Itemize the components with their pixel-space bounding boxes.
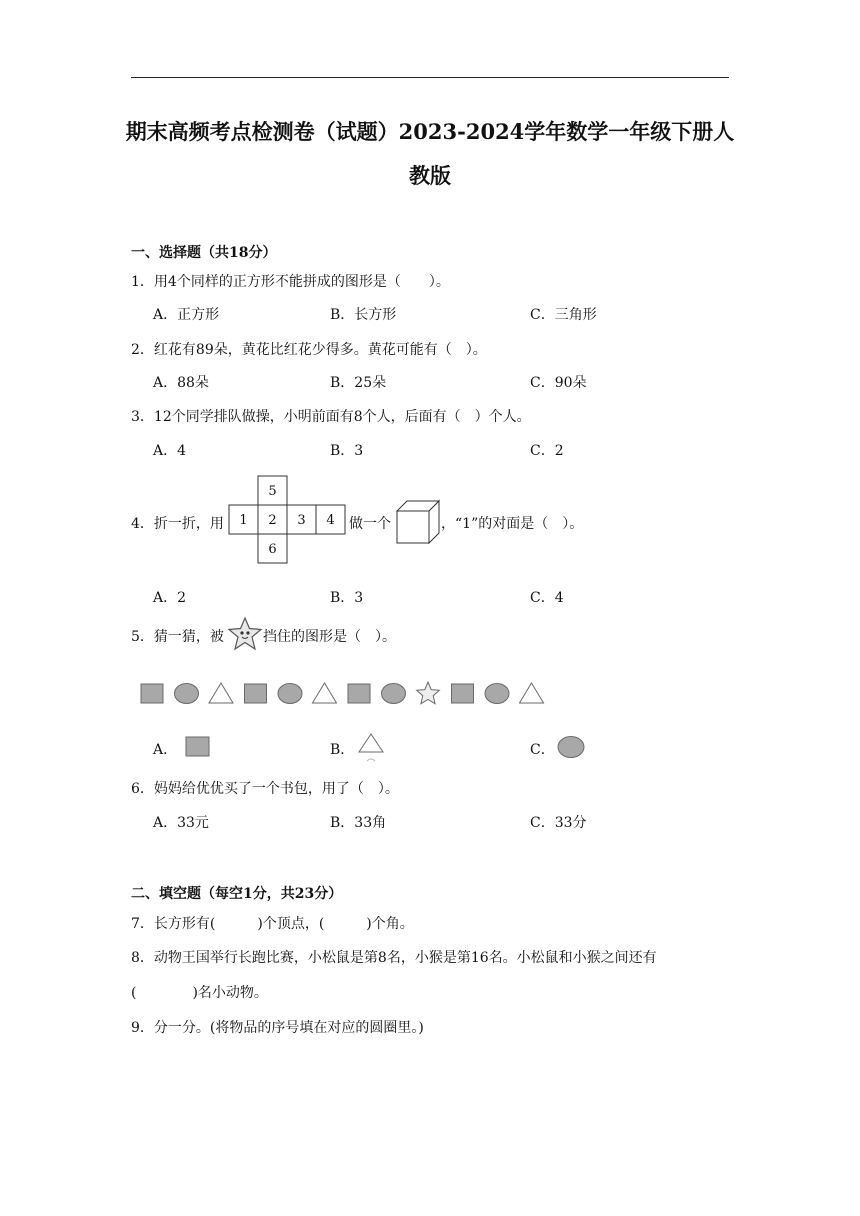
q5-option-a-square-icon <box>185 736 211 758</box>
q3-option-c: C．2 <box>530 443 564 459</box>
q1-option-c: C．三角形 <box>530 307 597 323</box>
sequence-triangle <box>313 683 337 703</box>
sequence-triangle <box>520 683 544 703</box>
q5-option-b-triangle-icon <box>358 733 386 763</box>
q3-option-a: A．4 <box>153 443 187 459</box>
sequence-circle <box>382 684 406 704</box>
q2-option-c: C．90朵 <box>530 375 587 391</box>
question-1: 1．用4个同样的正方形不能拼成的图形是（ ）。 <box>131 274 450 290</box>
sequence-circle <box>278 684 302 704</box>
q1-option-a: A．正方形 <box>153 307 220 323</box>
q6-option-a: A．33元 <box>153 815 209 831</box>
question-4-mid: 做一个 <box>349 516 391 532</box>
sequence-square <box>348 684 370 703</box>
q2-option-b: B．25朵 <box>330 375 387 391</box>
net-label-3: 3 <box>297 513 306 528</box>
sequence-square <box>452 684 474 703</box>
question-8-line2: ( )名小动物。 <box>131 985 268 1001</box>
section-choice-heading: 一、选择题（共18分） <box>131 245 277 261</box>
q5-option-b: B． <box>330 742 355 758</box>
shape-sequence <box>138 680 550 708</box>
q5-option-c-circle-icon <box>556 735 586 759</box>
question-3: 3．12个同学排队做操，小明前面有8个人，后面有（ ）个人。 <box>131 409 531 425</box>
q6-option-b: B．33角 <box>330 815 387 831</box>
star-icon <box>228 617 262 651</box>
sequence-square <box>245 684 267 703</box>
net-label-2: 2 <box>268 513 277 528</box>
q5-option-a: A． <box>153 742 178 758</box>
question-6: 6．妈妈给优优买了一个书包，用了（ ）。 <box>131 781 399 797</box>
top-rule <box>131 77 729 78</box>
net-label-bottom: 6 <box>268 542 277 557</box>
question-7: 7．长方形有( )个顶点，( )个角。 <box>131 916 414 932</box>
q3-option-b: B．3 <box>330 443 364 459</box>
sequence-circle <box>485 684 509 704</box>
section-fill-heading: 二、填空题（每空1分，共23分） <box>131 886 343 902</box>
cube-icon <box>396 500 440 544</box>
sequence-triangle <box>209 683 233 703</box>
sequence-circle <box>175 684 199 704</box>
question-4-suffix: ，“1”的对面是（ ）。 <box>441 516 584 532</box>
q4-option-b: B．3 <box>330 590 364 606</box>
q2-option-a: A．88朵 <box>153 375 209 391</box>
sequence-square <box>141 684 163 703</box>
question-5-suffix: 挡住的图形是（ ）。 <box>263 629 396 645</box>
question-2: 2．红花有89朵，黄花比红花少得多。黄花可能有（ ）。 <box>131 342 487 358</box>
question-9: 9．分一分。(将物品的序号填在对应的圆圈里。) <box>131 1020 424 1036</box>
page-title-line1: 期末高频考点检测卷（试题）2023-2024学年数学一年级下册人 <box>125 119 735 144</box>
page-title-line2: 教版 <box>409 163 451 188</box>
net-label-4: 4 <box>326 513 335 528</box>
sequence-star <box>417 682 440 704</box>
question-5-prefix: 5．猜一猜，被 <box>131 629 224 645</box>
q1-option-b: B．长方形 <box>330 307 397 323</box>
q4-option-c: C．4 <box>530 590 564 606</box>
question-8-line1: 8．动物王国举行长跑比赛，小松鼠是第8名，小猴是第16名。小松鼠和小猴之间还有 <box>131 950 657 966</box>
cube-net-figure <box>229 476 347 564</box>
net-label-top: 5 <box>268 484 277 499</box>
net-label-1: 1 <box>239 513 248 528</box>
question-4-prefix: 4．折一折，用 <box>131 516 224 532</box>
q6-option-c: C．33分 <box>530 815 587 831</box>
q5-option-c: C． <box>530 742 555 758</box>
q4-option-a: A．2 <box>153 590 187 606</box>
